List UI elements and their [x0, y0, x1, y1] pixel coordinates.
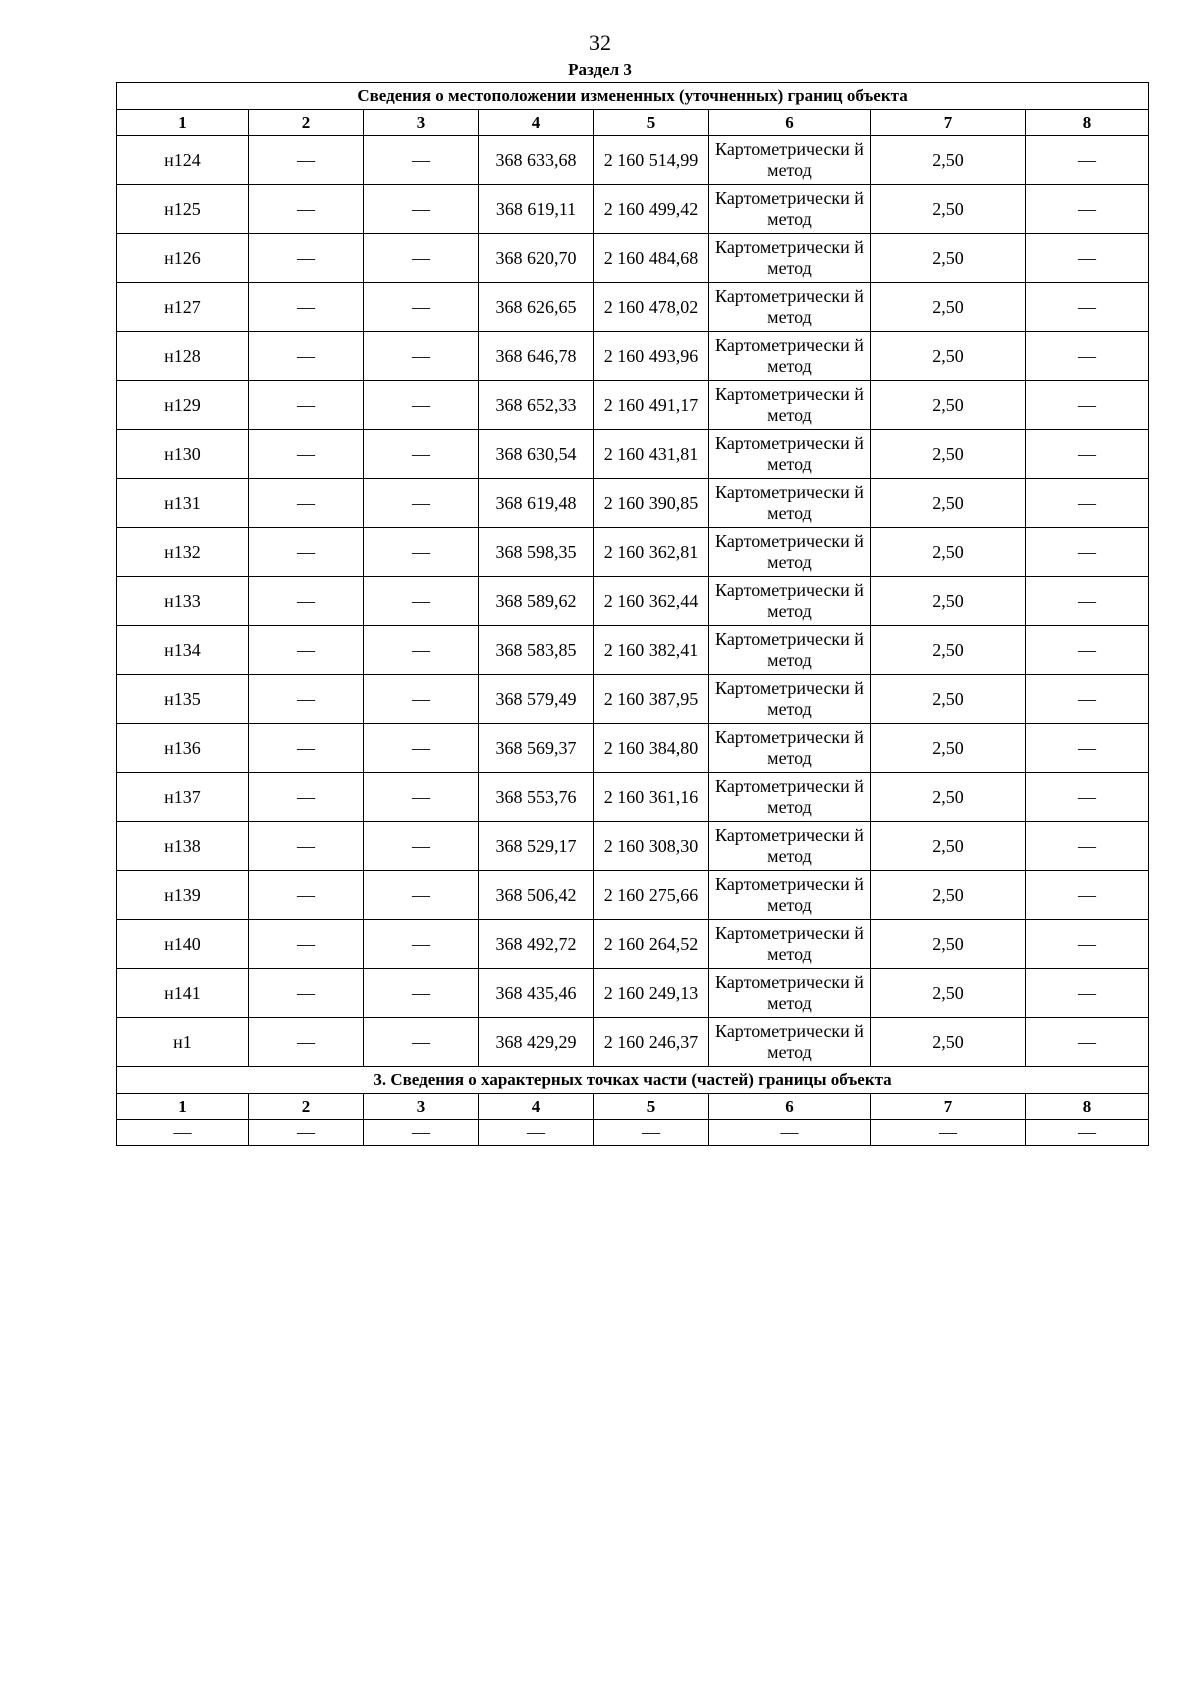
- column-header: 4: [479, 110, 594, 136]
- table-cell: н124: [117, 136, 249, 185]
- table-cell: 2,50: [871, 1018, 1026, 1067]
- table-cell: 2,50: [871, 969, 1026, 1018]
- table-cell: —: [364, 626, 479, 675]
- table-cell: —: [364, 234, 479, 283]
- table-cell: Картометрически й метод: [709, 283, 871, 332]
- table1-title: [117, 83, 1149, 110]
- table-cell: 2 160 362,81: [594, 528, 709, 577]
- table-cell: Картометрически й метод: [709, 626, 871, 675]
- table-cell: 2 160 478,02: [594, 283, 709, 332]
- table-cell: —: [249, 185, 364, 234]
- table-cell: —: [1026, 332, 1149, 381]
- table-row: [117, 773, 1149, 822]
- table-cell: —: [364, 724, 479, 773]
- column-header: 7: [871, 1094, 1026, 1120]
- table-cell: 2 160 361,16: [594, 773, 709, 822]
- boundary-table: [116, 82, 1149, 1146]
- table-cell: 368 529,17: [479, 822, 594, 871]
- table-cell: 368 589,62: [479, 577, 594, 626]
- table-cell: 368 652,33: [479, 381, 594, 430]
- table-cell: н133: [117, 577, 249, 626]
- table-cell: —: [1026, 528, 1149, 577]
- column-header: 2: [249, 1094, 364, 1120]
- table-row: [117, 724, 1149, 773]
- table-cell: 2,50: [871, 675, 1026, 724]
- table-row: [117, 1018, 1149, 1067]
- table-cell: н130: [117, 430, 249, 479]
- table-cell: 2,50: [871, 332, 1026, 381]
- table-cell: Картометрически й метод: [709, 871, 871, 920]
- table-cell: —: [364, 822, 479, 871]
- column-header: 8: [1026, 1094, 1149, 1120]
- table-cell: —: [364, 1120, 479, 1146]
- table-cell: —: [1026, 381, 1149, 430]
- table-cell: 368 620,70: [479, 234, 594, 283]
- table-cell: 2,50: [871, 430, 1026, 479]
- table-cell: —: [249, 822, 364, 871]
- table-cell: н126: [117, 234, 249, 283]
- table-cell: —: [249, 136, 364, 185]
- column-header: 5: [594, 110, 709, 136]
- table-cell: 368 633,68: [479, 136, 594, 185]
- table-cell: —: [364, 332, 479, 381]
- table-cell: Картометрически й метод: [709, 920, 871, 969]
- table-cell: н138: [117, 822, 249, 871]
- table-cell: н135: [117, 675, 249, 724]
- table-cell: Картометрически й метод: [709, 381, 871, 430]
- table-cell: —: [249, 675, 364, 724]
- table-row: [117, 969, 1149, 1018]
- table-cell: 2 160 484,68: [594, 234, 709, 283]
- table-row: [117, 381, 1149, 430]
- table-cell: н131: [117, 479, 249, 528]
- table-cell: —: [249, 1120, 364, 1146]
- table-cell: —: [1026, 577, 1149, 626]
- table-cell: 2,50: [871, 185, 1026, 234]
- table-cell: —: [249, 430, 364, 479]
- table-cell: —: [1026, 430, 1149, 479]
- table-cell: —: [117, 1120, 249, 1146]
- table-cell: —: [364, 185, 479, 234]
- table-cell: Картометрически й метод: [709, 675, 871, 724]
- table-cell: —: [249, 773, 364, 822]
- table-cell: —: [249, 332, 364, 381]
- table-cell: —: [364, 969, 479, 1018]
- table-cell: н139: [117, 871, 249, 920]
- table-cell: н140: [117, 920, 249, 969]
- column-header: 3: [364, 1094, 479, 1120]
- table-cell: 368 598,35: [479, 528, 594, 577]
- table-row: [117, 675, 1149, 724]
- table-cell: 368 553,76: [479, 773, 594, 822]
- table-cell: —: [594, 1120, 709, 1146]
- table-row: [117, 430, 1149, 479]
- table-cell: н128: [117, 332, 249, 381]
- table-cell: —: [249, 920, 364, 969]
- table-cell: 2 160 249,13: [594, 969, 709, 1018]
- table-cell: 2,50: [871, 381, 1026, 430]
- table-cell: 368 429,29: [479, 1018, 594, 1067]
- table-cell: —: [364, 773, 479, 822]
- table-cell: Картометрически й метод: [709, 479, 871, 528]
- table-cell: —: [249, 528, 364, 577]
- table-cell: —: [1026, 920, 1149, 969]
- table-cell: 2 160 246,37: [594, 1018, 709, 1067]
- table-cell: 2,50: [871, 724, 1026, 773]
- table-cell: 2,50: [871, 479, 1026, 528]
- table-cell: 368 583,85: [479, 626, 594, 675]
- table-cell: —: [364, 479, 479, 528]
- table-cell: 368 579,49: [479, 675, 594, 724]
- column-header: 6: [709, 1094, 871, 1120]
- table2-title-text: 3. Сведения о характерных точках части (частей) границы объекта: [117, 1067, 1149, 1094]
- table-cell: —: [249, 283, 364, 332]
- table-cell: 2 160 499,42: [594, 185, 709, 234]
- table-cell: 2,50: [871, 136, 1026, 185]
- table-cell: —: [1026, 234, 1149, 283]
- column-header: 5: [594, 1094, 709, 1120]
- table-cell: —: [364, 1018, 479, 1067]
- table-cell: 2 160 491,17: [594, 381, 709, 430]
- table-cell: —: [1026, 136, 1149, 185]
- table-row: [117, 283, 1149, 332]
- table-cell: 2 160 308,30: [594, 822, 709, 871]
- table-cell: 2,50: [871, 871, 1026, 920]
- page-number: 32: [589, 30, 611, 55]
- table-row: [117, 577, 1149, 626]
- table-cell: 2 160 384,80: [594, 724, 709, 773]
- table-cell: 368 646,78: [479, 332, 594, 381]
- table-row: [117, 234, 1149, 283]
- table-cell: 2,50: [871, 920, 1026, 969]
- column-header: 6: [709, 110, 871, 136]
- table-cell: 368 619,11: [479, 185, 594, 234]
- table-cell: —: [249, 381, 364, 430]
- table-cell: 368 569,37: [479, 724, 594, 773]
- table-cell: —: [1026, 871, 1149, 920]
- table-cell: н127: [117, 283, 249, 332]
- table-cell: —: [1026, 969, 1149, 1018]
- table-cell: 2 160 514,99: [594, 136, 709, 185]
- table-cell: 2 160 493,96: [594, 332, 709, 381]
- table-cell: —: [364, 283, 479, 332]
- column-header: 8: [1026, 110, 1149, 136]
- table-cell: —: [1026, 773, 1149, 822]
- table-cell: Картометрически й метод: [709, 528, 871, 577]
- table-cell: —: [364, 871, 479, 920]
- table-cell: —: [249, 1018, 364, 1067]
- table-cell: Картометрически й метод: [709, 430, 871, 479]
- table-cell: 2,50: [871, 773, 1026, 822]
- table-cell: н1: [117, 1018, 249, 1067]
- column-header: 7: [871, 110, 1026, 136]
- table-cell: 2,50: [871, 528, 1026, 577]
- table-cell: —: [1026, 675, 1149, 724]
- table2-title: [117, 1067, 1149, 1094]
- table-cell: 2,50: [871, 234, 1026, 283]
- table-row: [117, 920, 1149, 969]
- table-cell: —: [1026, 724, 1149, 773]
- table-cell: —: [1026, 1018, 1149, 1067]
- table2-header-row: [117, 1094, 1149, 1120]
- table-cell: Картометрически й метод: [709, 577, 871, 626]
- table-cell: 2 160 362,44: [594, 577, 709, 626]
- table-cell: —: [249, 871, 364, 920]
- table-cell: 368 492,72: [479, 920, 594, 969]
- table-row: [117, 528, 1149, 577]
- table-cell: Картометрически й метод: [709, 969, 871, 1018]
- table-cell: —: [871, 1120, 1026, 1146]
- table-cell: —: [364, 920, 479, 969]
- table-cell: —: [249, 479, 364, 528]
- table-cell: —: [709, 1120, 871, 1146]
- table-cell: 2,50: [871, 577, 1026, 626]
- table-cell: 2,50: [871, 822, 1026, 871]
- table-cell: Картометрически й метод: [709, 185, 871, 234]
- section-title: Раздел 3: [568, 60, 632, 79]
- table-cell: н137: [117, 773, 249, 822]
- table-row: [117, 136, 1149, 185]
- table-cell: 2 160 390,85: [594, 479, 709, 528]
- table-cell: —: [1026, 185, 1149, 234]
- column-header: 4: [479, 1094, 594, 1120]
- table-cell: 2,50: [871, 626, 1026, 675]
- table-cell: н136: [117, 724, 249, 773]
- table-row: [117, 479, 1149, 528]
- table-cell: —: [249, 234, 364, 283]
- table-cell: 2 160 275,66: [594, 871, 709, 920]
- table-cell: 2 160 387,95: [594, 675, 709, 724]
- table1-title-text: Сведения о местоположении измененных (уточненных) границ объекта: [117, 83, 1149, 110]
- table-cell: н134: [117, 626, 249, 675]
- table-cell: —: [249, 577, 364, 626]
- table-cell: н125: [117, 185, 249, 234]
- table-cell: —: [1026, 626, 1149, 675]
- table1-header-row: [117, 110, 1149, 136]
- table-cell: н129: [117, 381, 249, 430]
- table-row: [117, 1120, 1149, 1146]
- column-header: 1: [117, 110, 249, 136]
- table-cell: —: [364, 577, 479, 626]
- table-cell: —: [1026, 822, 1149, 871]
- table-cell: —: [364, 528, 479, 577]
- table-cell: —: [364, 430, 479, 479]
- table-cell: Картометрически й метод: [709, 332, 871, 381]
- table-cell: 2 160 264,52: [594, 920, 709, 969]
- table-cell: 2,50: [871, 283, 1026, 332]
- table-cell: Картометрически й метод: [709, 234, 871, 283]
- table-cell: —: [249, 626, 364, 675]
- table-row: [117, 822, 1149, 871]
- table-cell: Картометрически й метод: [709, 1018, 871, 1067]
- table-cell: 368 506,42: [479, 871, 594, 920]
- table-cell: —: [1026, 479, 1149, 528]
- table-cell: —: [1026, 283, 1149, 332]
- table-cell: 368 435,46: [479, 969, 594, 1018]
- table-cell: 2 160 382,41: [594, 626, 709, 675]
- table-row: [117, 185, 1149, 234]
- table-row: [117, 626, 1149, 675]
- column-header: 2: [249, 110, 364, 136]
- table-cell: —: [364, 136, 479, 185]
- table-cell: Картометрически й метод: [709, 724, 871, 773]
- table-cell: Картометрически й метод: [709, 136, 871, 185]
- table-cell: 368 626,65: [479, 283, 594, 332]
- column-header: 3: [364, 110, 479, 136]
- table-cell: 368 619,48: [479, 479, 594, 528]
- table-row: [117, 871, 1149, 920]
- table-cell: 2 160 431,81: [594, 430, 709, 479]
- table-cell: н141: [117, 969, 249, 1018]
- table-cell: —: [479, 1120, 594, 1146]
- column-header: 1: [117, 1094, 249, 1120]
- table-cell: —: [249, 969, 364, 1018]
- table-cell: —: [364, 381, 479, 430]
- table-cell: —: [1026, 1120, 1149, 1146]
- table-cell: Картометрически й метод: [709, 773, 871, 822]
- table-row: [117, 332, 1149, 381]
- table-cell: —: [249, 724, 364, 773]
- table-cell: —: [364, 675, 479, 724]
- table-cell: н132: [117, 528, 249, 577]
- table-cell: 368 630,54: [479, 430, 594, 479]
- table-cell: Картометрически й метод: [709, 822, 871, 871]
